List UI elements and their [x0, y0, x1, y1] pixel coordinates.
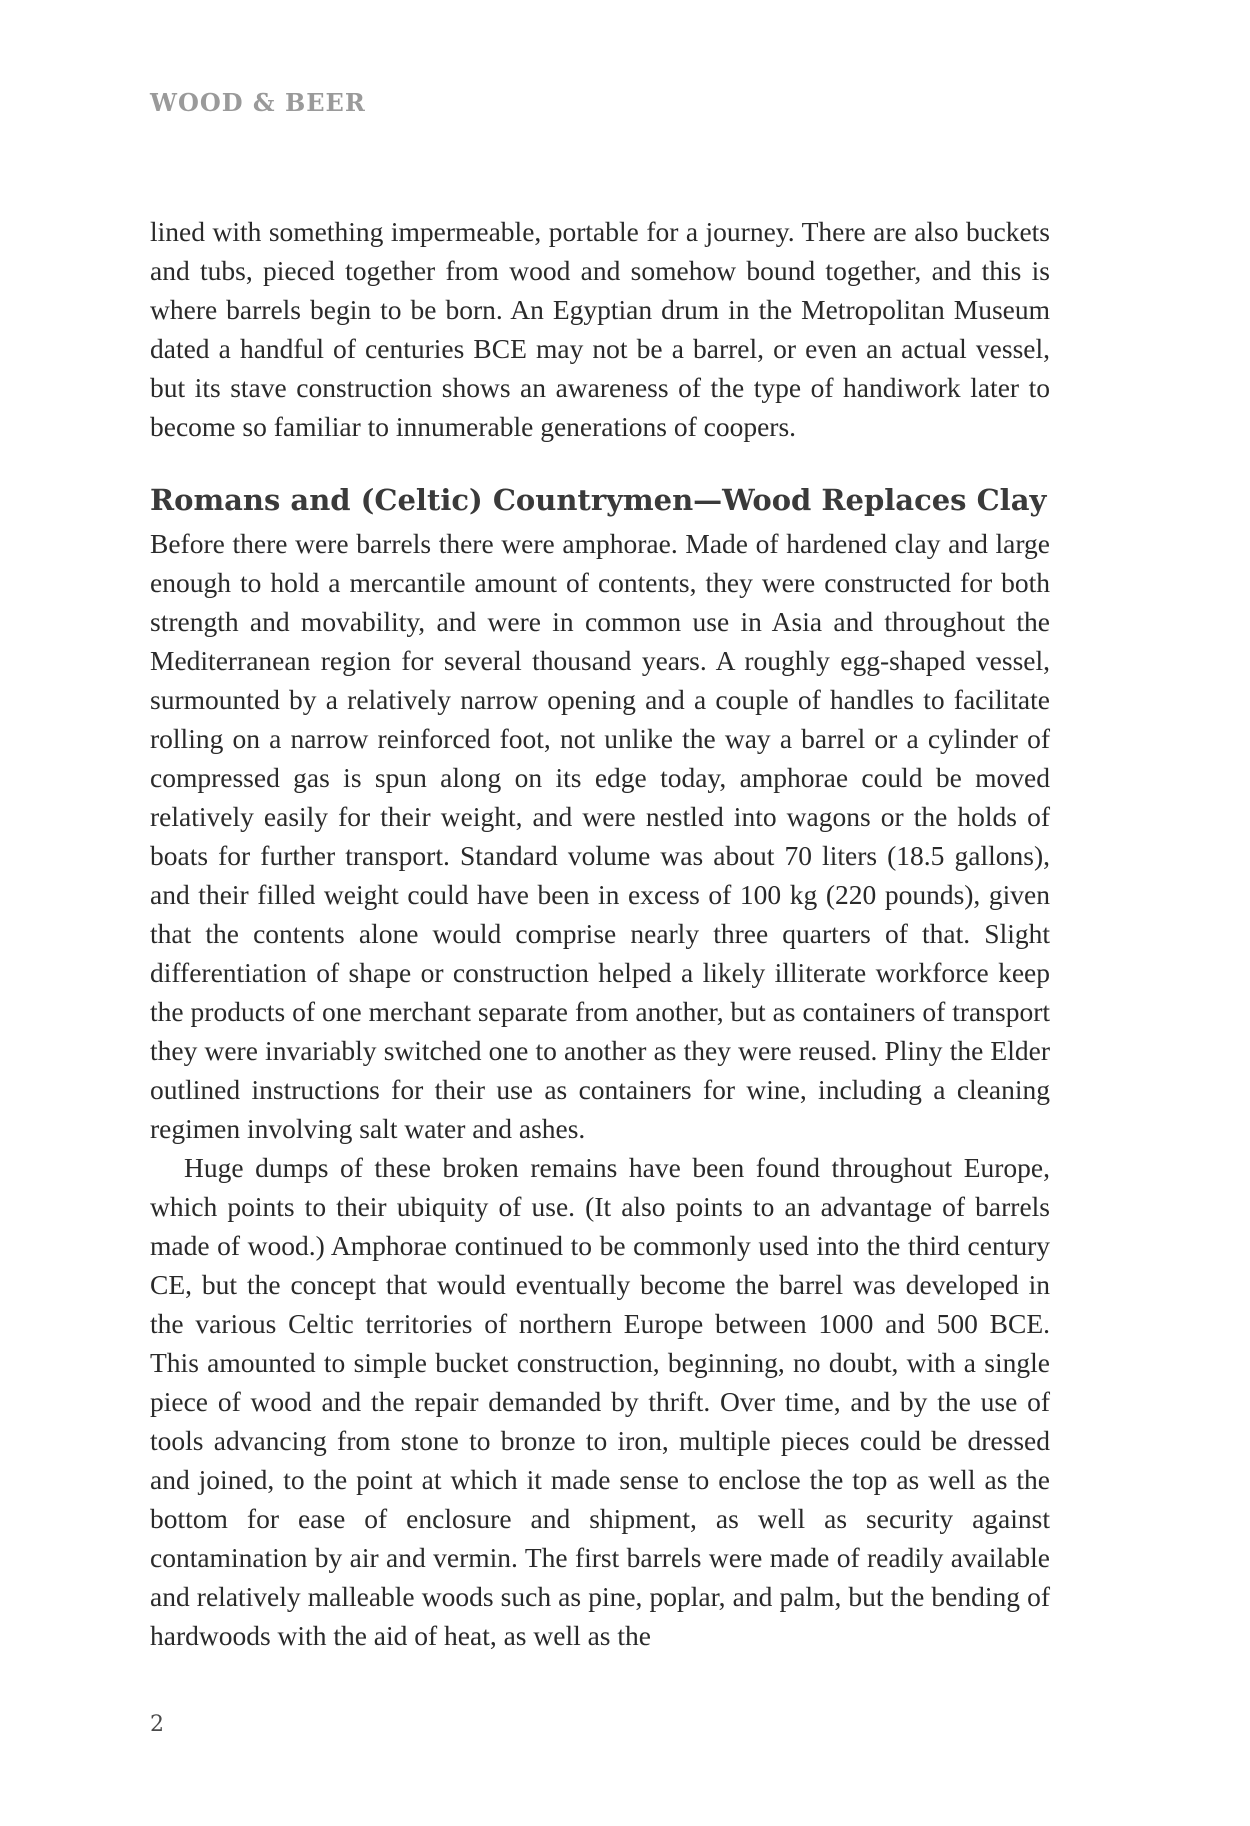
- page-number: 2: [150, 1712, 164, 1737]
- running-head: WOOD & BEER: [150, 88, 366, 117]
- body-text-section: [150, 524, 1050, 1655]
- body-text-top: [150, 212, 1050, 446]
- paragraph-celtic-barrels: Huge dumps of these broken remains have been found throughout Europe, which points to their ubiquity of use. (It also points to an advantage of barrels made of wood.) Amphorae continued to be commonly used into the third century CE, but the concept that would eventually become the barrel was developed in the various Celtic territories of northern Europe between 1000 and 500 BCE. This amounted to simple bucket construction, beginning, no doubt, with a single piece of wood and the repair demanded by thrift. Over time, and by the use of tools advancing from stone to bronze to iron, multiple pieces could be dressed and joined, to the point at which it made sense to enclose the top as well as the bottom for ease of enclosure and shipment, as well as security against contamination by air and vermin. The first barrels were made of readily available and relatively malleable woods such as pine, poplar, and palm, but the bending of hardwoods with the aid of heat, as well as the: [150, 1152, 1050, 1651]
- paragraph-continuation: lined with something impermeable, portable for a journey. There are also buckets and tubs, pieced together from wood and somehow bound together, and this is where barrels begin to be born. An Egyptian drum in the Metropolitan Museum dated a handful of centuries BCE may not be a barrel, or even an actual vessel, but its stave construction shows an awareness of the type of handiwork later to become so familiar to innumerable generations of coopers.: [150, 216, 1050, 442]
- section-heading: Romans and (Celtic) Countrymen—Wood Replaces Clay: [150, 483, 1047, 517]
- paragraph-amphorae: Before there were barrels there were amphorae. Made of hardened clay and large enough to hold a mercantile amount of contents, they were constructed for both strength and movability, and were in common use in Asia and throughout the Mediterranean region for several thousand years. A roughly egg-shaped vessel, surmounted by a relatively narrow opening and a couple of handles to facilitate rolling on a narrow reinforced foot, not unlike the way a barrel or a cylinder of compressed gas is spun along on its edge today, amphorae could be moved relatively easily for their weight, and were nestled into wagons or the holds of boats for further transport. Standard volume was about 70 liters (18.5 gallons), and their filled weight could have been in excess of 100 kg (220 pounds), given that the contents alone would comprise nearly three quarters of that. Slight differentiation of shape or construction helped a likely illiterate workforce keep the products of one merchant separate from another, but as containers of transport they were invariably switched one to another as they were reused. Pliny the Elder outlined instructions for their use as containers for wine, including a cleaning regimen involving salt water and ashes.: [150, 528, 1050, 1144]
